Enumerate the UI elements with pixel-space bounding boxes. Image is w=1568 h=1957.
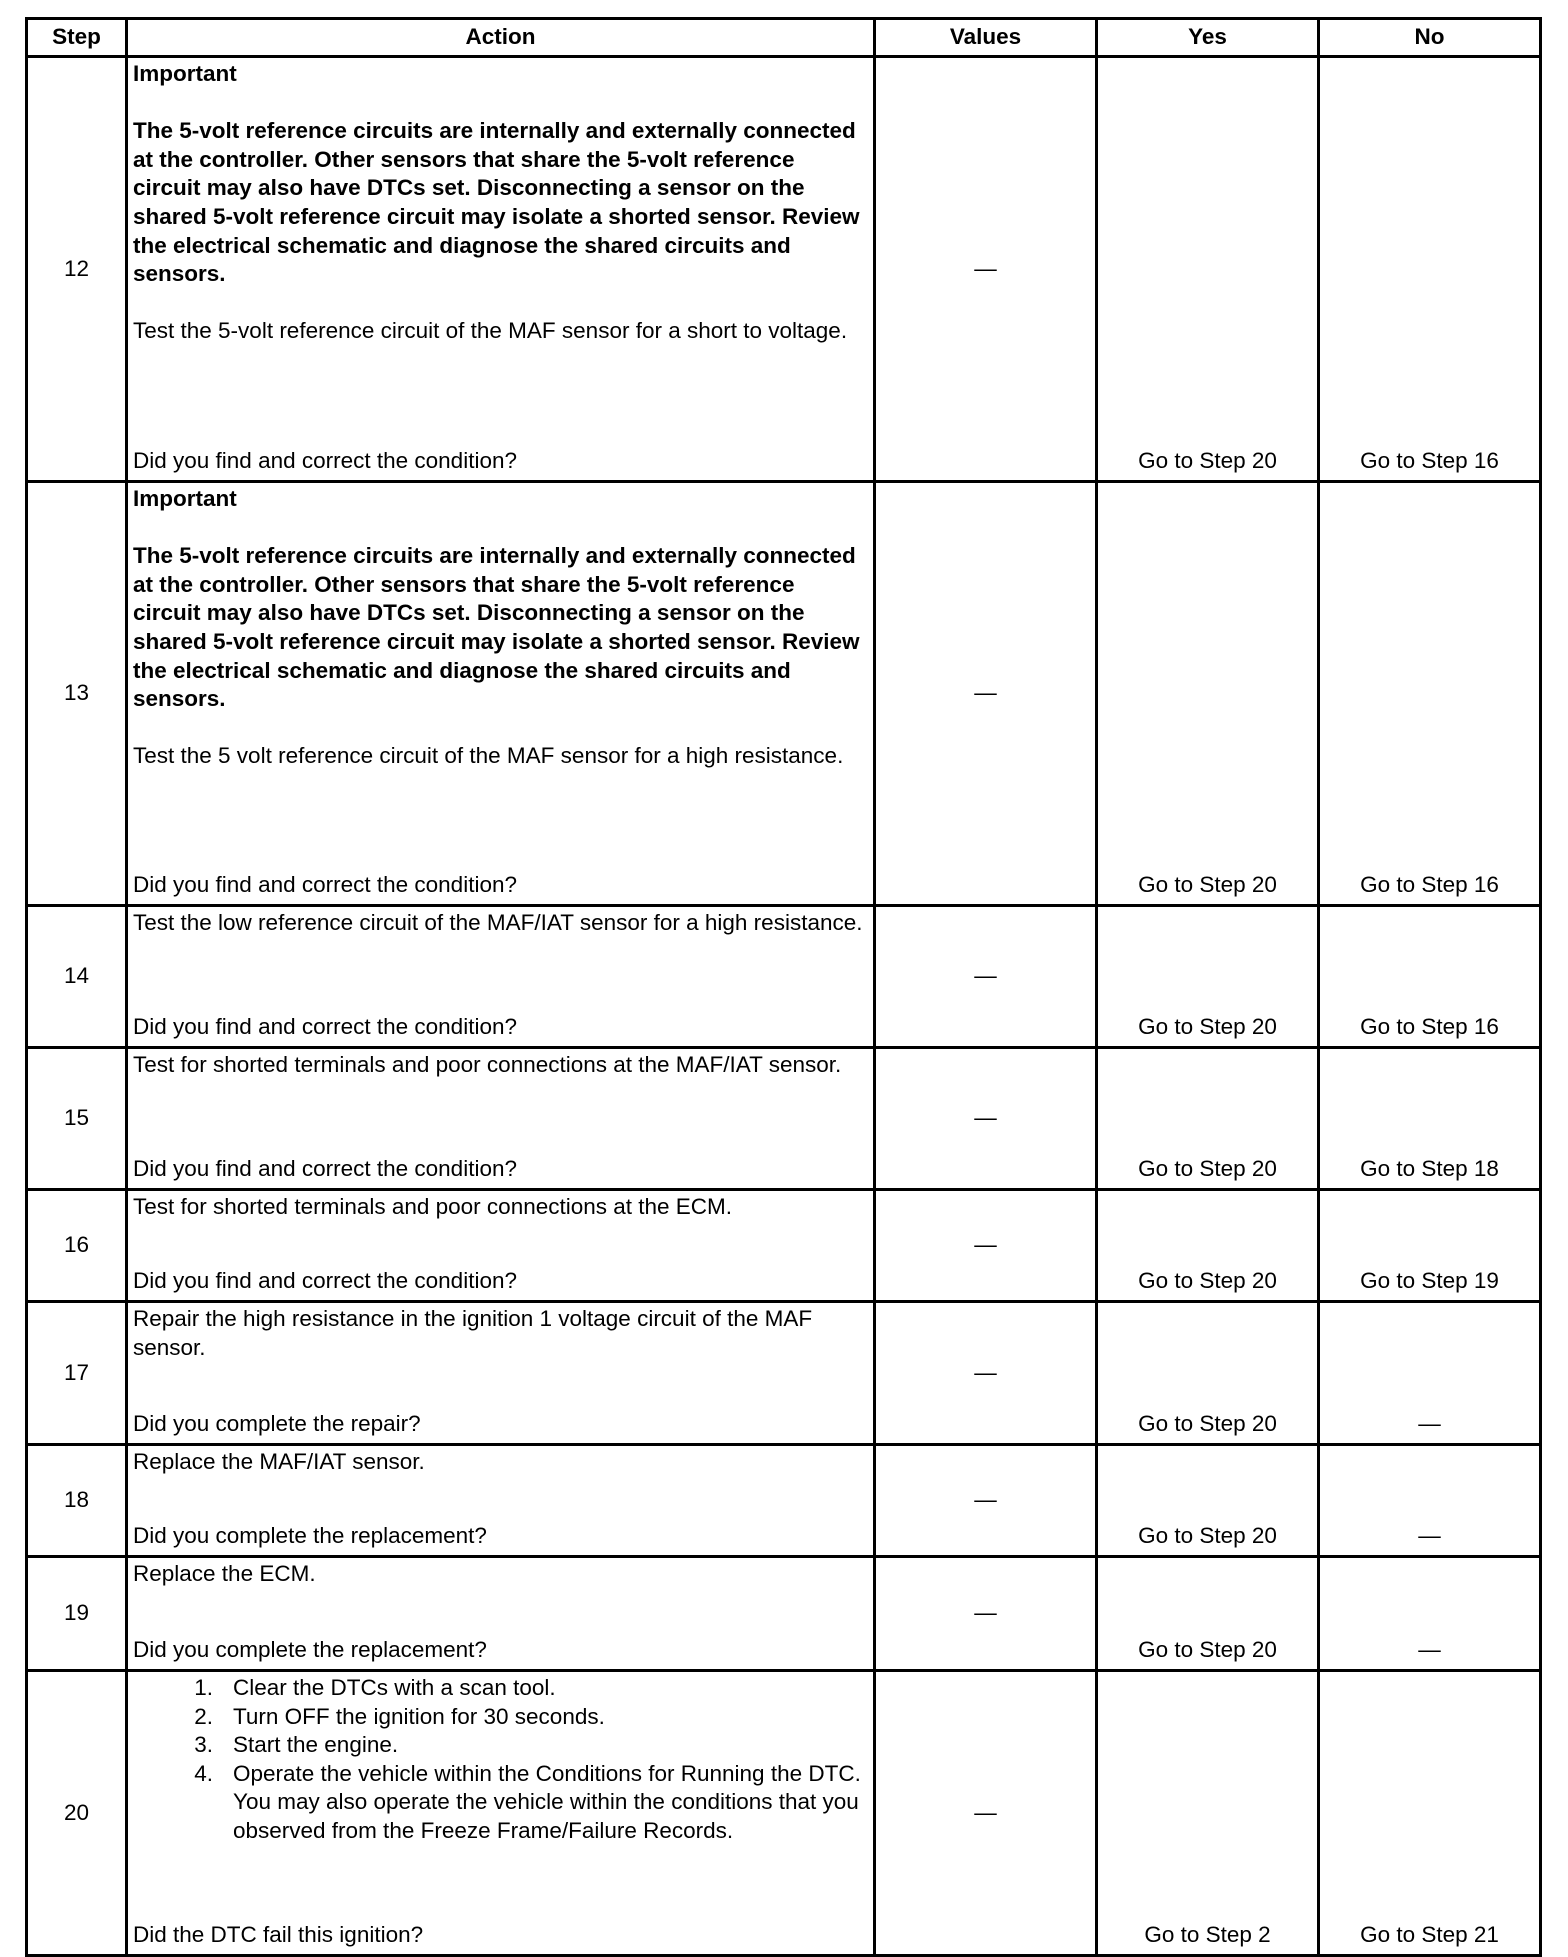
list-number: 3. bbox=[194, 1732, 213, 1758]
action-text: Test the low reference circuit of the MAF/IAT sensor for a high resistance. bbox=[133, 910, 863, 935]
action-question: Did you complete the replacement? bbox=[133, 1637, 487, 1663]
action-content bbox=[133, 485, 868, 900]
yes-cell: Go to Step 20 bbox=[1097, 1190, 1319, 1302]
action-cell bbox=[127, 1302, 875, 1445]
list-item bbox=[133, 1731, 868, 1760]
table-row bbox=[27, 1048, 1541, 1190]
action-content bbox=[133, 909, 868, 1042]
yes-cell: Go to Step 20 bbox=[1097, 1445, 1319, 1557]
action-text: Replace the MAF/IAT sensor. bbox=[133, 1449, 425, 1474]
action-question: Did you find and correct the condition? bbox=[133, 448, 517, 474]
important-label: Important bbox=[133, 61, 237, 86]
no-cell: — bbox=[1319, 1557, 1541, 1671]
list-text: Clear the DTCs with a scan tool. bbox=[233, 1675, 556, 1700]
step-number: 15 bbox=[27, 1048, 127, 1190]
values-cell: — bbox=[875, 57, 1097, 482]
action-cell bbox=[127, 1048, 875, 1190]
important-text: The 5-volt reference circuits are internally and externally connected at the controller. Other sensors that share the 5-volt reference circuit may also have DTCs set. Disconnecting a sensor on the shared 5-volt reference circuit may isolate a shorted sensor. Review the electrical schematic and diagnose the shared circuits and sensors. bbox=[133, 118, 860, 287]
no-cell: Go to Step 18 bbox=[1319, 1048, 1541, 1190]
list-text: Start the engine. bbox=[233, 1732, 399, 1758]
action-text: Repair the high resistance in the ignition 1 voltage circuit of the MAF sensor. bbox=[133, 1306, 813, 1360]
action-content bbox=[133, 1193, 868, 1296]
table-row bbox=[27, 1557, 1541, 1671]
action-cell bbox=[127, 1190, 875, 1302]
action-cell bbox=[127, 1445, 875, 1557]
action-question: Did you complete the repair? bbox=[133, 1411, 421, 1437]
important-label: Important bbox=[133, 486, 237, 511]
action-text: Test the 5 volt reference circuit of the MAF sensor for a high resistance. bbox=[133, 743, 844, 769]
table-row bbox=[27, 906, 1541, 1048]
list-number: 4. bbox=[194, 1760, 213, 1786]
action-question: Did you find and correct the condition? bbox=[133, 1268, 517, 1294]
action-content bbox=[133, 60, 868, 476]
action-cell bbox=[127, 1557, 875, 1671]
header-step: Step bbox=[27, 19, 127, 57]
action-text: Test for shorted terminals and poor connections at the MAF/IAT sensor. bbox=[133, 1052, 842, 1077]
yes-cell: Go to Step 2 bbox=[1097, 1671, 1319, 1956]
table-row bbox=[27, 482, 1541, 906]
diagnostic-table bbox=[25, 17, 1542, 1957]
important-text: The 5-volt reference circuits are internally and externally connected at the controller. Other sensors that share the 5-volt reference circuit may also have DTCs set. Disconnecting a sensor on the shared 5-volt reference circuit may isolate a shorted sensor. Review the electrical schematic and diagnose the shared circuits and sensors. bbox=[133, 543, 860, 712]
list-number: 1. bbox=[194, 1675, 213, 1700]
yes-cell: Go to Step 20 bbox=[1097, 482, 1319, 906]
list-number: 2. bbox=[194, 1703, 213, 1729]
values-cell: — bbox=[875, 482, 1097, 906]
step-number: 14 bbox=[27, 906, 127, 1048]
list-item bbox=[133, 1674, 868, 1703]
header-row bbox=[27, 19, 1541, 57]
step-number: 12 bbox=[27, 57, 127, 482]
no-cell: Go to Step 16 bbox=[1319, 57, 1541, 482]
no-cell: — bbox=[1319, 1445, 1541, 1557]
list-item bbox=[133, 1760, 868, 1846]
header-values: Values bbox=[875, 19, 1097, 57]
header-action: Action bbox=[127, 19, 875, 57]
no-cell: Go to Step 19 bbox=[1319, 1190, 1541, 1302]
list-item bbox=[133, 1703, 868, 1732]
step-number: 16 bbox=[27, 1190, 127, 1302]
values-cell: — bbox=[875, 1190, 1097, 1302]
table-row bbox=[27, 1302, 1541, 1445]
values-cell: — bbox=[875, 1557, 1097, 1671]
action-content bbox=[133, 1674, 868, 1950]
header-no: No bbox=[1319, 19, 1541, 57]
list-text: Turn OFF the ignition for 30 seconds. bbox=[233, 1703, 605, 1729]
table-row bbox=[27, 57, 1541, 482]
values-cell: — bbox=[875, 1048, 1097, 1190]
step-number: 20 bbox=[27, 1671, 127, 1956]
action-question: Did you find and correct the condition? bbox=[133, 1014, 517, 1040]
step-number: 17 bbox=[27, 1302, 127, 1445]
action-question: Did you find and correct the condition? bbox=[133, 872, 517, 898]
action-text: Test the 5-volt reference circuit of the MAF sensor for a short to voltage. bbox=[133, 318, 848, 344]
action-text: Test for shorted terminals and poor connections at the ECM. bbox=[133, 1194, 733, 1219]
action-content bbox=[133, 1560, 868, 1665]
action-content bbox=[133, 1051, 868, 1184]
step-number: 19 bbox=[27, 1557, 127, 1671]
values-cell: — bbox=[875, 1302, 1097, 1445]
action-content bbox=[133, 1305, 868, 1439]
step-number: 18 bbox=[27, 1445, 127, 1557]
action-steps-list bbox=[133, 1674, 868, 1846]
no-cell: — bbox=[1319, 1302, 1541, 1445]
action-cell bbox=[127, 57, 875, 482]
table-row bbox=[27, 1190, 1541, 1302]
table-row bbox=[27, 1445, 1541, 1557]
header-yes: Yes bbox=[1097, 19, 1319, 57]
action-cell bbox=[127, 906, 875, 1048]
values-cell: — bbox=[875, 1671, 1097, 1956]
no-cell: Go to Step 16 bbox=[1319, 482, 1541, 906]
action-content bbox=[133, 1448, 868, 1551]
yes-cell: Go to Step 20 bbox=[1097, 1048, 1319, 1190]
yes-cell: Go to Step 20 bbox=[1097, 1302, 1319, 1445]
action-cell bbox=[127, 482, 875, 906]
yes-cell: Go to Step 20 bbox=[1097, 1557, 1319, 1671]
action-question: Did you complete the replacement? bbox=[133, 1523, 487, 1549]
action-cell bbox=[127, 1671, 875, 1956]
values-cell: — bbox=[875, 906, 1097, 1048]
yes-cell: Go to Step 20 bbox=[1097, 906, 1319, 1048]
action-text: Replace the ECM. bbox=[133, 1561, 316, 1586]
action-question: Did you find and correct the condition? bbox=[133, 1156, 517, 1182]
no-cell: Go to Step 21 bbox=[1319, 1671, 1541, 1956]
step-number: 13 bbox=[27, 482, 127, 906]
list-text: Operate the vehicle within the Conditions for Running the DTC. You may also operate the vehicle within the conditions that you observed from the Freeze Frame/Failure Records. bbox=[233, 1760, 861, 1843]
action-question: Did the DTC fail this ignition? bbox=[133, 1922, 424, 1948]
yes-cell: Go to Step 20 bbox=[1097, 57, 1319, 482]
values-cell: — bbox=[875, 1445, 1097, 1557]
no-cell: Go to Step 16 bbox=[1319, 906, 1541, 1048]
table-row bbox=[27, 1671, 1541, 1956]
